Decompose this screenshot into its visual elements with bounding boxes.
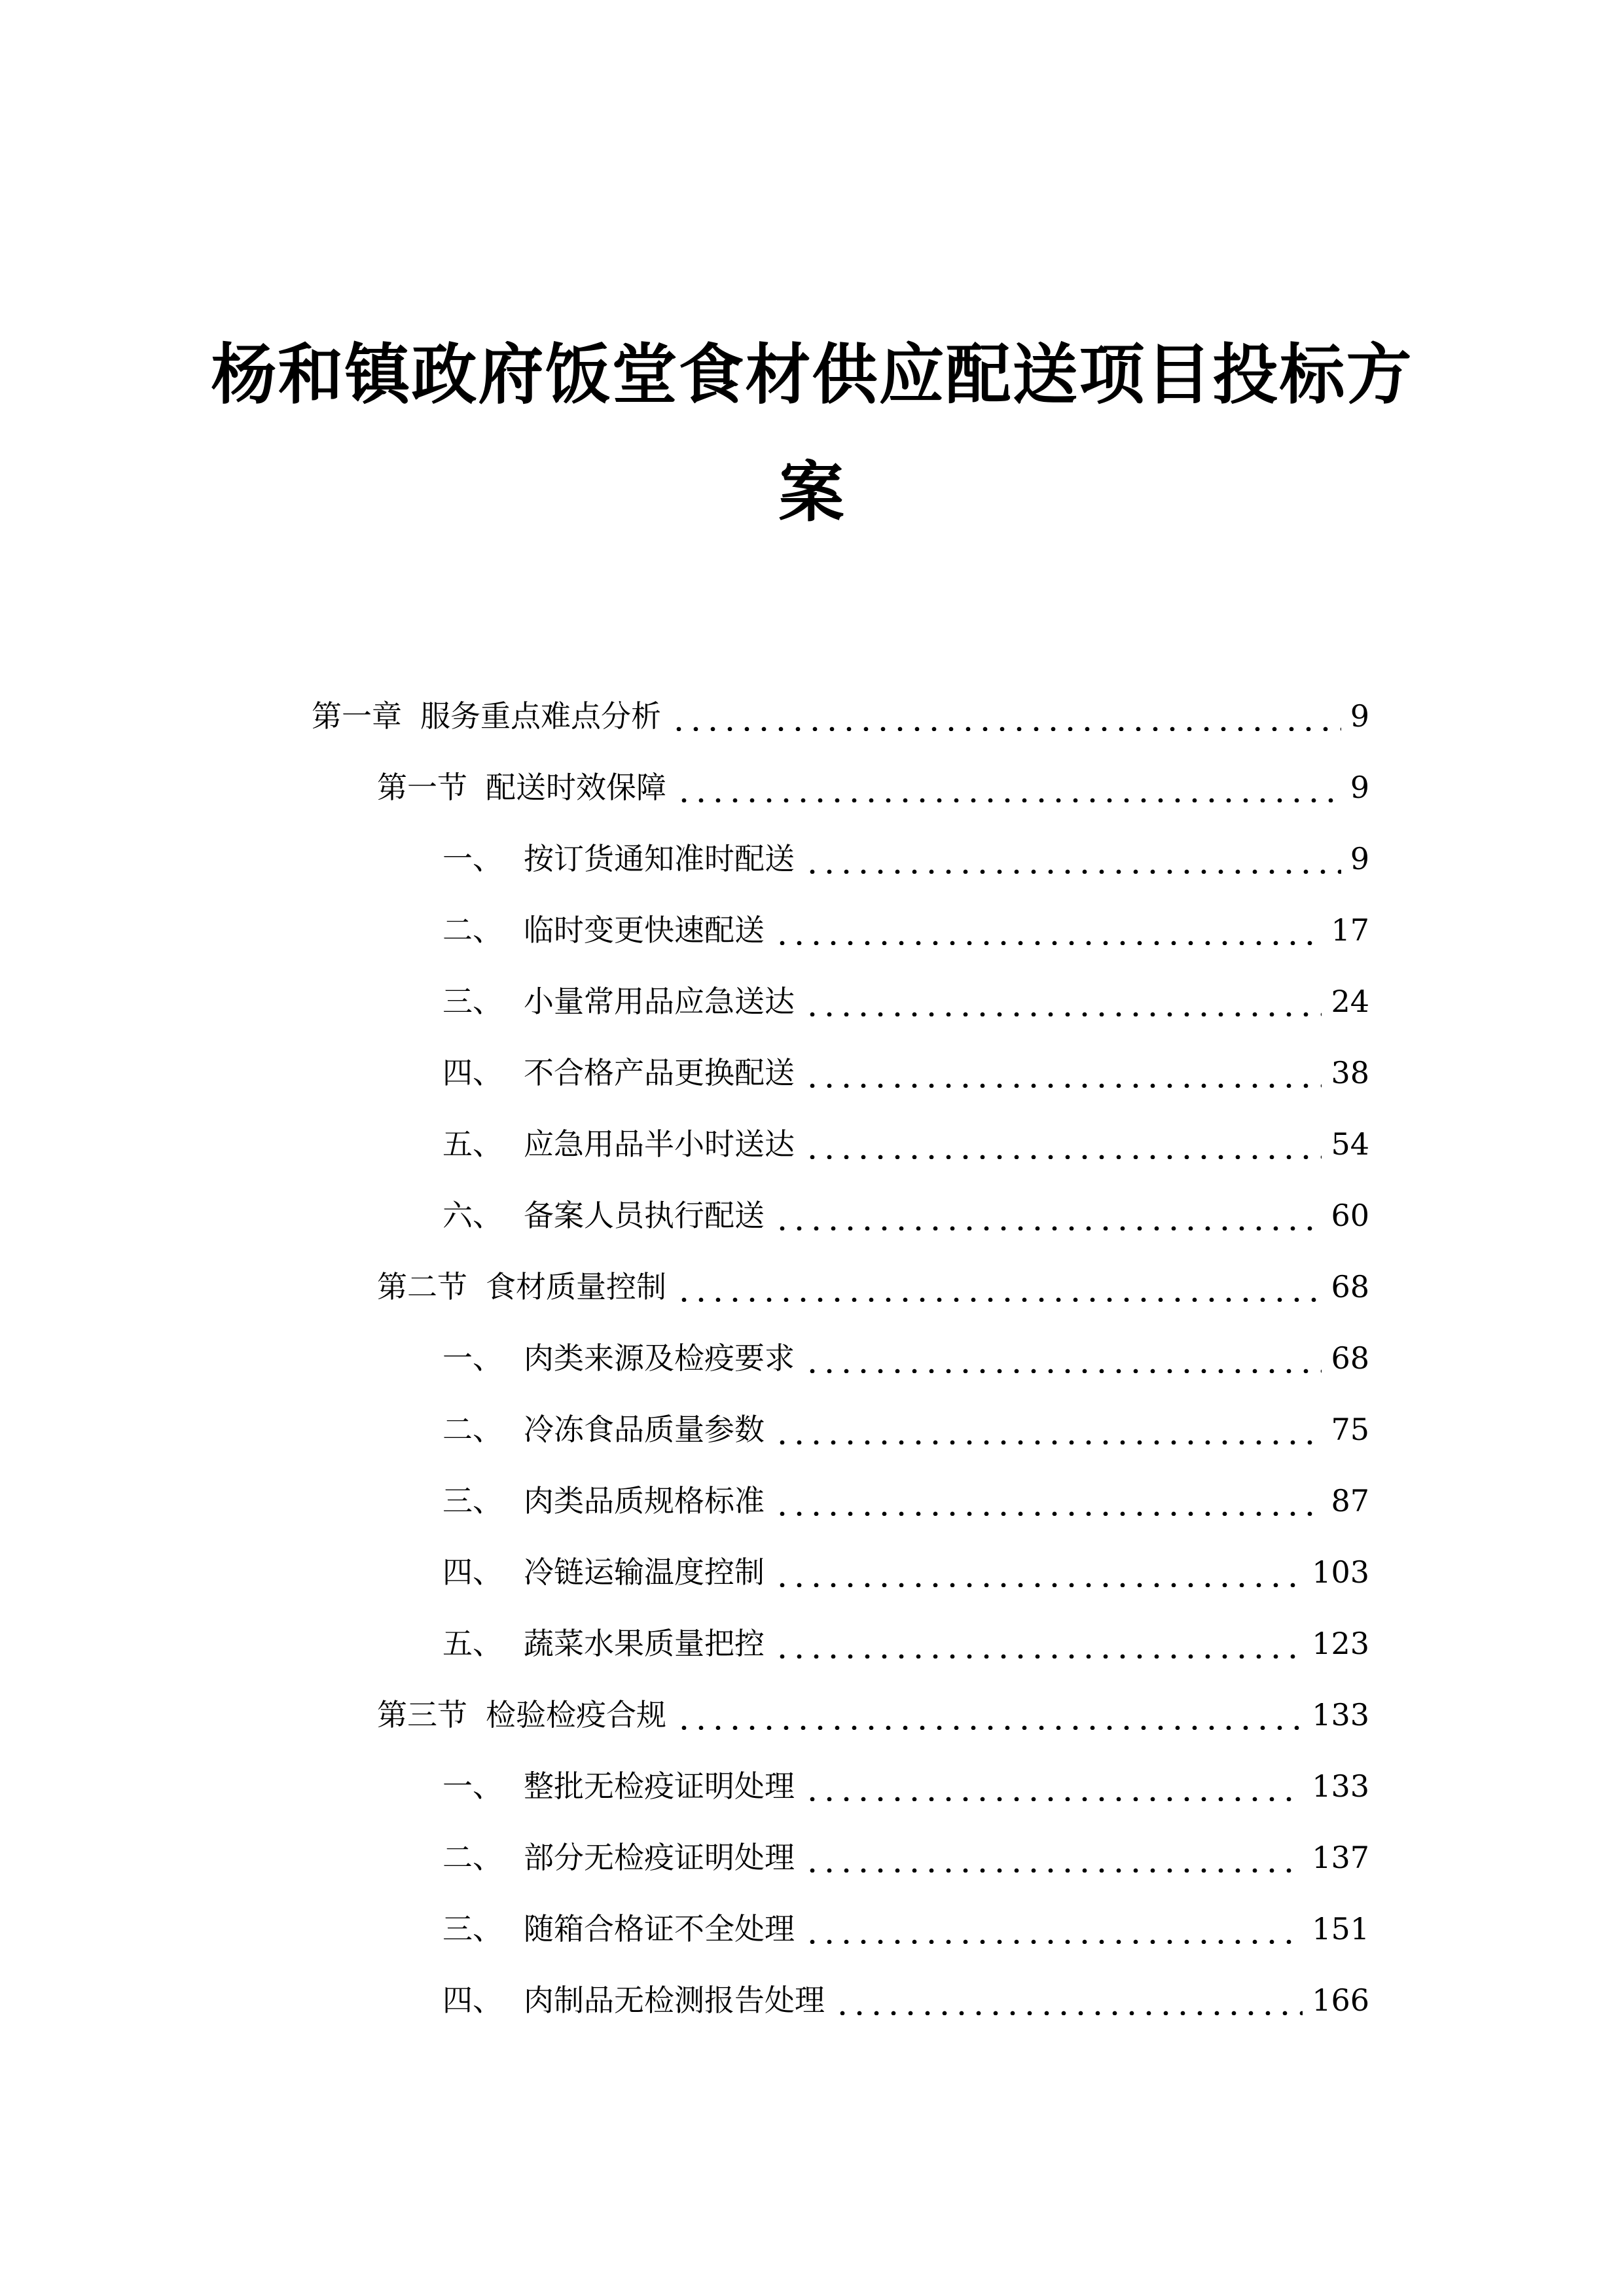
toc-entry-title: 配送时效保障 (486, 770, 666, 805)
toc-page-number: 60 (1331, 1198, 1369, 1233)
toc-page-number: 24 (1331, 984, 1369, 1019)
toc-page-number: 68 (1331, 1340, 1369, 1376)
toc-dot-leader (676, 772, 1341, 802)
toc-entry[interactable] (442, 975, 1369, 1028)
toc-dot-leader (804, 1771, 1303, 1801)
toc-dot-leader (676, 1272, 1322, 1302)
toc-entry-number: 二、 (442, 912, 503, 948)
toc-entry-number: 三、 (442, 984, 503, 1019)
toc-dot-leader (804, 1914, 1303, 1944)
toc-page-number: 9 (1350, 698, 1369, 734)
toc-entry[interactable] (442, 1189, 1369, 1242)
toc-entry-title: 肉制品无检测报告处理 (524, 1982, 825, 2018)
toc-entry-title: 整批无检疫证明处理 (524, 1768, 795, 1804)
toc-entry-number: 第一节 (377, 770, 467, 805)
toc-entry[interactable] (442, 1831, 1369, 1884)
toc-entry-title: 蔬菜水果质量把控 (524, 1626, 765, 1661)
toc-page-number: 133 (1312, 1697, 1369, 1732)
toc-entry[interactable] (442, 1475, 1369, 1527)
toc-page-number: 133 (1312, 1768, 1369, 1804)
toc-entry-number: 二、 (442, 1412, 503, 1447)
toc-dot-leader (774, 1486, 1322, 1516)
toc-dot-leader (774, 1414, 1322, 1444)
toc-page-number: 137 (1312, 1840, 1369, 1875)
toc-page-number: 68 (1331, 1269, 1369, 1304)
document-title-line-2: 案 (778, 454, 846, 531)
document-title-line-1: 杨和镇政府饭堂食材供应配送项目投标方 (211, 336, 1413, 413)
toc-entry-title: 应急用品半小时送达 (524, 1126, 795, 1162)
toc-page-number: 17 (1331, 912, 1369, 948)
toc-dot-leader (774, 1557, 1303, 1587)
toc-page-number: 38 (1331, 1055, 1369, 1090)
toc-entry-number: 第一章 (312, 698, 402, 734)
toc-entry-title: 临时变更快速配送 (524, 912, 765, 948)
toc-entry-title: 备案人员执行配送 (524, 1198, 765, 1233)
toc-entry[interactable] (442, 904, 1369, 956)
toc-entry[interactable] (377, 1261, 1369, 1313)
toc-dot-leader (804, 1842, 1303, 1873)
toc-dot-leader (774, 1200, 1322, 1230)
toc-dot-leader (804, 1129, 1322, 1159)
toc-entry-number: 一、 (442, 841, 503, 876)
toc-entry-number: 三、 (442, 1483, 503, 1518)
toc-entry[interactable] (442, 1118, 1369, 1170)
toc-entry-title: 部分无检疫证明处理 (524, 1840, 795, 1875)
toc-entry[interactable] (377, 1689, 1369, 1741)
toc-dot-leader (774, 915, 1322, 945)
toc-entry[interactable] (442, 1047, 1369, 1099)
toc-entry-title: 小量常用品应急送达 (524, 984, 795, 1019)
toc-entry[interactable] (442, 1546, 1369, 1598)
toc-entry[interactable] (442, 1903, 1369, 1955)
toc-entry[interactable] (442, 1974, 1369, 2026)
toc-entry-number: 一、 (442, 1340, 503, 1376)
toc-entry[interactable] (442, 1617, 1369, 1670)
toc-entry-title: 食材质量控制 (486, 1269, 666, 1304)
toc-entry-number: 五、 (442, 1126, 503, 1162)
toc-page-number: 54 (1331, 1126, 1369, 1162)
toc-entry[interactable] (312, 690, 1369, 742)
toc-entry-title: 随箱合格证不全处理 (524, 1911, 795, 1946)
toc-page-number: 9 (1350, 770, 1369, 805)
toc-entry-title: 按订货通知准时配送 (524, 841, 795, 876)
toc-page-number: 166 (1312, 1982, 1369, 2018)
toc-entry-title: 冷冻食品质量参数 (524, 1412, 765, 1447)
toc-entry-title: 服务重点难点分析 (420, 698, 661, 734)
toc-entry-number: 五、 (442, 1626, 503, 1661)
toc-dot-leader (834, 1985, 1303, 2015)
toc-dot-leader (804, 844, 1341, 874)
toc-entry-title: 检验检疫合规 (486, 1697, 666, 1732)
toc-entry[interactable] (442, 1332, 1369, 1384)
toc-entry-number: 六、 (442, 1198, 503, 1233)
toc-entry-number: 第二节 (377, 1269, 467, 1304)
toc-entry-number: 四、 (442, 1982, 503, 2018)
toc-entry[interactable] (442, 1403, 1369, 1456)
toc-dot-leader (804, 1058, 1322, 1088)
toc-dot-leader (804, 1343, 1322, 1373)
toc-entry-number: 第三节 (377, 1697, 467, 1732)
toc-entry[interactable] (442, 1760, 1369, 1812)
toc-page-number: 103 (1312, 1554, 1369, 1590)
toc-entry-title: 冷链运输温度控制 (524, 1554, 765, 1590)
toc-page-number: 75 (1331, 1412, 1369, 1447)
toc-page-number: 87 (1331, 1483, 1369, 1518)
toc-dot-leader (670, 701, 1341, 731)
toc-entry-title: 肉类来源及检疫要求 (524, 1340, 795, 1376)
toc-page-number: 151 (1312, 1911, 1369, 1946)
toc-entry[interactable] (442, 833, 1369, 885)
toc-entry-number: 三、 (442, 1911, 503, 1946)
toc-dot-leader (774, 1628, 1303, 1659)
toc-page-number: 123 (1312, 1626, 1369, 1661)
toc-entry-number: 二、 (442, 1840, 503, 1875)
toc-entry[interactable] (377, 761, 1369, 814)
toc-entry-title: 不合格产品更换配送 (524, 1055, 795, 1090)
toc-entry-number: 一、 (442, 1768, 503, 1804)
toc-dot-leader (804, 986, 1322, 1016)
toc-dot-leader (676, 1700, 1303, 1730)
toc-entry-number: 四、 (442, 1055, 503, 1090)
toc-page-number: 9 (1350, 841, 1369, 876)
toc-entry-title: 肉类品质规格标准 (524, 1483, 765, 1518)
toc-entry-number: 四、 (442, 1554, 503, 1590)
